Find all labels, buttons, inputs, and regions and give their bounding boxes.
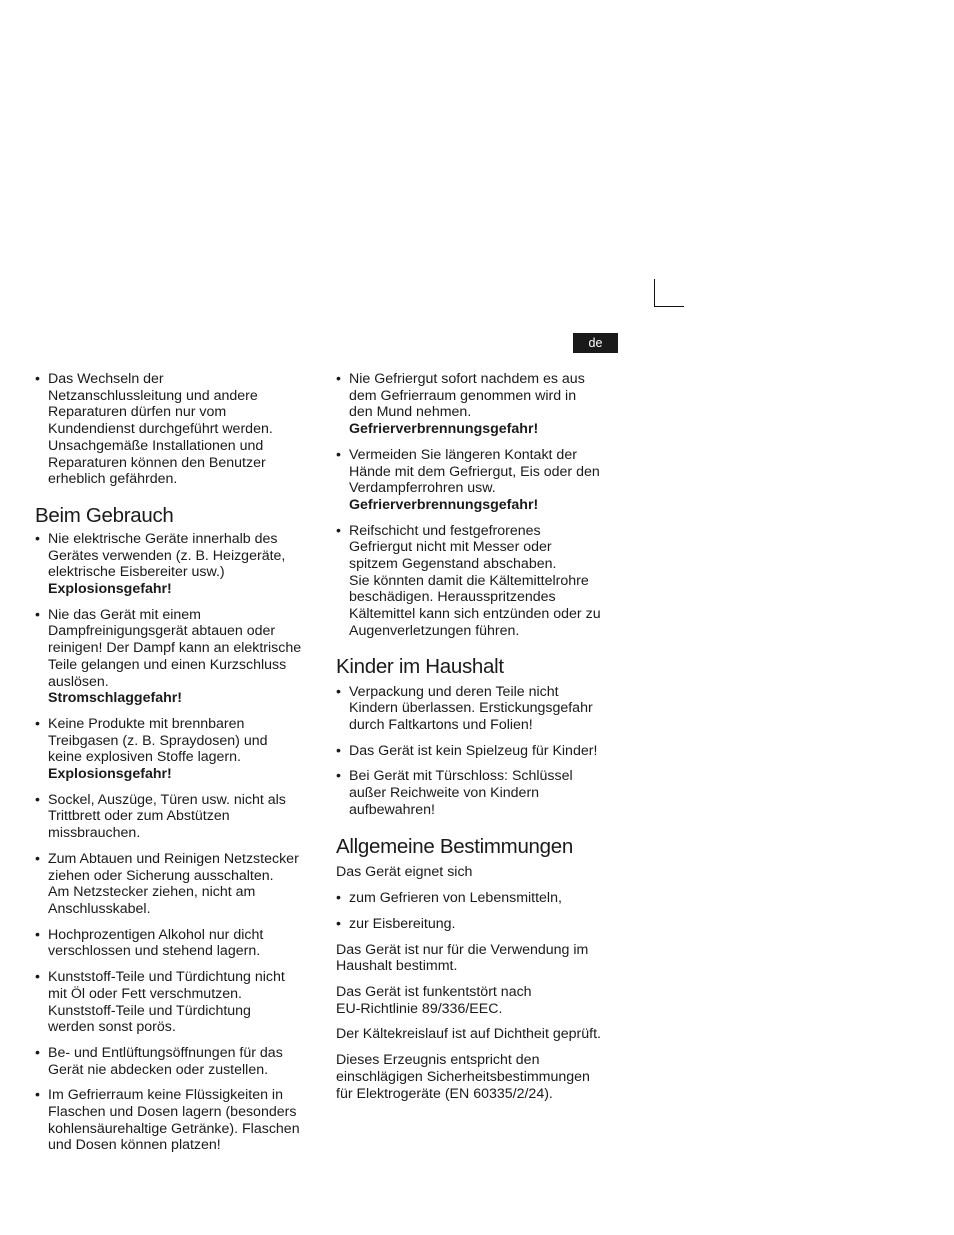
left-column [35, 371, 320, 1163]
text-line: • Das Wechseln der [48, 371, 164, 387]
list-item [336, 523, 621, 640]
text-line: erheblich gefährden. [48, 471, 178, 488]
beim-gebrauch-list [35, 531, 320, 1154]
text-line: Reparaturen dürfen nur vom [48, 404, 227, 421]
text-line: Gerät nie abdecken oder zustellen. [48, 1061, 269, 1078]
text-line: außer Reichweite von Kindern [349, 785, 540, 802]
warning-label: Explosionsgefahr! [48, 581, 172, 598]
text-line: einschlägigen Sicherheitsbestimmungen [336, 1068, 590, 1085]
text-line: Kundendienst durchgeführt werden. [48, 421, 273, 438]
list-item [35, 792, 320, 842]
list-item [35, 851, 320, 918]
text-line: Unsachgemäße Installationen und [48, 437, 264, 454]
text-line: aufbewahren! [349, 801, 435, 818]
text-line: Augenverletzungen führen. [349, 622, 520, 639]
text-line: • Reifschicht und festgefrorenes [349, 522, 541, 539]
warning-label: Explosionsgefahr! [48, 766, 172, 783]
list-item [336, 890, 621, 907]
list-item [336, 768, 621, 818]
text-line: Trittbrett oder zum Abstützen [48, 808, 230, 825]
text-line: Sie könnten damit die Kältemittelrohre [349, 572, 589, 589]
crop-mark [654, 279, 684, 307]
text-line: spitzem Gegenstand abschaben. [349, 556, 557, 573]
list-item [35, 1087, 320, 1154]
text-line: • Vermeiden Sie längeren Kontakt der [349, 446, 577, 463]
allgemein-intro: Das Gerät eignet sich [336, 864, 473, 881]
paragraph [336, 984, 621, 1017]
text-line: dem Gefrierraum genommen wird in [349, 387, 577, 404]
text-line: für Elektrogeräte (EN 60335/2/24). [336, 1085, 553, 1102]
text-line: Hände mit dem Gefriergut, Eis oder den [349, 463, 600, 480]
text-line: • Im Gefrierraum keine Flüssigkeiten in [48, 1087, 283, 1104]
allgemein-paragraphs [336, 942, 621, 1103]
text-line: durch Faltkartons und Folien! [349, 716, 533, 733]
text-line: • Nie Gefriergut sofort nachdem es aus [349, 371, 585, 387]
language-badge: de [573, 333, 618, 353]
text-line: • Kunststoff-Teile und Türdichtung nicht [48, 969, 285, 986]
text-line: Haushalt bestimmt. [336, 958, 458, 975]
text-line: Das Gerät ist funkentstört nach [336, 983, 532, 1000]
text-line: • Zum Abtauen und Reinigen Netzstecker [48, 850, 299, 867]
section-heading-beim-gebrauch: Beim Gebrauch [35, 503, 174, 527]
text-line: Dampfreinigungsgerät abtauen oder [48, 623, 276, 640]
paragraph [336, 1026, 621, 1043]
text-line: kohlensäurehaltige Getränke). Flaschen [48, 1120, 300, 1137]
text-line: • Nie das Gerät mit einem [48, 606, 201, 623]
text-line: Gerätes verwenden (z. B. Heizgeräte, [48, 547, 286, 564]
text-line: • Bei Gerät mit Türschloss: Schlüssel [349, 768, 573, 785]
text-line: auslösen. [48, 673, 109, 690]
text-line: Reparaturen können den Benutzer [48, 454, 266, 471]
text-line: • Das Gerät ist kein Spielzeug für Kinder! [349, 742, 598, 759]
kinder-list [336, 684, 621, 819]
text-line: verschlossen und stehend lagern. [48, 943, 261, 960]
list-item [35, 531, 320, 598]
text-line: Am Netzstecker ziehen, nicht am [48, 884, 256, 901]
text-line: • Keine Produkte mit brennbaren [48, 715, 245, 732]
right-intro-list [336, 371, 621, 640]
text-line: Das Gerät ist nur für die Verwendung im [336, 941, 589, 958]
allgemein-list [336, 890, 621, 932]
list-item [336, 447, 621, 514]
warning-label: Gefrierverbrennungsgefahr! [349, 421, 539, 438]
text-line: • Sockel, Auszüge, Türen usw. nicht als [48, 791, 286, 808]
text-line: Netzanschlussleitung und andere [48, 387, 258, 404]
text-line: Teile gelangen und einen Kurzschluss [48, 656, 287, 673]
text-line: missbrauchen. [48, 825, 141, 842]
text-line: • zur Eisbereitung. [349, 915, 456, 932]
list-item [35, 607, 320, 707]
list-item [35, 969, 320, 1036]
paragraph [336, 942, 621, 975]
text-line: • Verpackung und deren Teile nicht [349, 683, 559, 700]
left-intro-list [35, 371, 320, 488]
warning-label: Stromschlaggefahr! [48, 690, 183, 707]
text-line: EU-Richtlinie 89/336/EEC. [336, 1000, 503, 1017]
text-line: Kunststoff-Teile und Türdichtung [48, 1002, 251, 1019]
text-line: Treibgasen (z. B. Spraydosen) und [48, 732, 268, 749]
text-line: Gefriergut nicht mit Messer oder [349, 539, 552, 556]
text-line: Flaschen und Dosen lagern (besonders [48, 1104, 297, 1121]
text-line: werden sonst porös. [48, 1019, 176, 1036]
text-line: Kältemittel kann sich entzünden oder zu [349, 606, 601, 623]
text-line: Dieses Erzeugnis entspricht den [336, 1052, 540, 1069]
text-line: den Mund nehmen. [349, 404, 472, 421]
section-heading-kinder-im-haushalt: Kinder im Haushalt [336, 654, 504, 678]
list-item [35, 927, 320, 960]
text-line: ziehen oder Sicherung ausschalten. [48, 867, 274, 884]
text-line: mit Öl oder Fett verschmutzen. [48, 985, 242, 1002]
list-item [35, 1045, 320, 1078]
warning-label: Gefrierverbrennungsgefahr! [349, 496, 539, 513]
list-item [336, 684, 621, 734]
section-heading-allgemeine-bestimmungen: Allgemeine Bestimmungen [336, 835, 573, 859]
list-item [35, 716, 320, 783]
list-item [336, 743, 621, 760]
text-line: Der Kältekreislauf ist auf Dichtheit geprüft. [336, 1026, 601, 1043]
text-line: Anschlusskabel. [48, 900, 151, 917]
list-item [35, 371, 320, 488]
text-line: keine explosiven Stoffe lagern. [48, 749, 241, 766]
text-line: • Be- und Entlüftungsöffnungen für das [48, 1044, 283, 1061]
list-item [336, 916, 621, 933]
text-line: • zum Gefrieren von Lebensmitteln, [349, 890, 562, 907]
text-line: reinigen! Der Dampf kann an elektrische [48, 640, 302, 657]
paragraph [336, 1052, 621, 1102]
right-column [336, 371, 621, 1111]
text-line: • Nie elektrische Geräte innerhalb des [48, 530, 278, 547]
list-item [336, 371, 621, 438]
text-line: elektrische Eisbereiter usw.) [48, 564, 225, 581]
text-line: Verdampferrohren usw. [349, 480, 496, 497]
text-line: Kindern überlassen. Erstickungsgefahr [349, 700, 593, 717]
text-line: beschädigen. Herausspritzendes [349, 589, 556, 606]
text-line: • Hochprozentigen Alkohol nur dicht [48, 926, 264, 943]
text-line: und Dosen können platzen! [48, 1137, 221, 1154]
